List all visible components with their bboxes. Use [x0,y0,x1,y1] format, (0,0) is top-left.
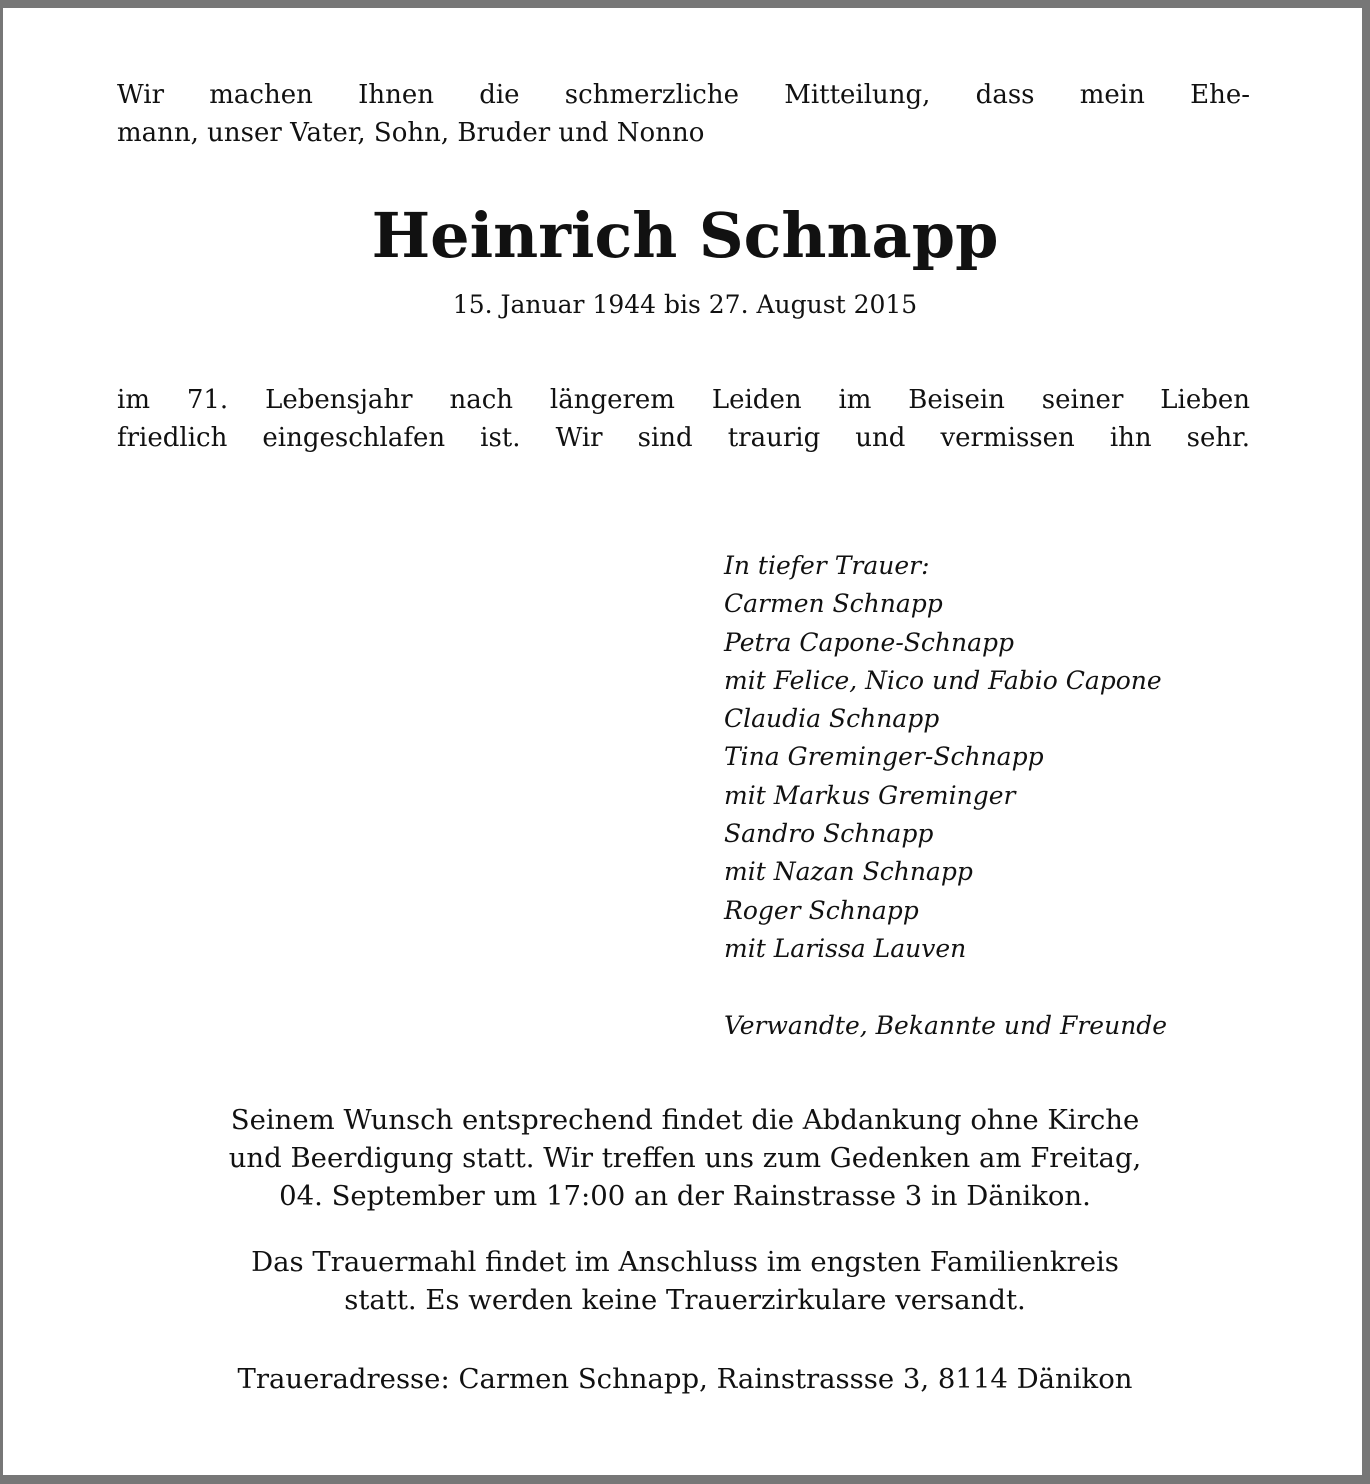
passing-line: im 71. Lebensjahr nach längerem Leiden im Beisein seiner Lieben [117,385,1250,415]
mourner-name: mit Markus Greminger [724,780,1016,810]
mourners-closing: Verwandte, Bekannte und Freunde [724,1011,1168,1040]
deceased-name: Heinrich Schnapp [371,199,999,272]
mourner-name: Roger Schnapp [724,895,919,925]
mourner-name: Sandro Schnapp [724,819,934,849]
ceremony-line: 04. September um 17:00 an der Rainstrasse 3 in Dänikon. [279,1180,1091,1212]
ceremony-line: Seinem Wunsch entsprechend findet die Abdankung ohne Kirche [230,1104,1140,1136]
intro-paragraph [117,76,1250,152]
mourning-address: Traueradresse: Carmen Schnapp, Rainstrassse 3, 8114 Dänikon [237,1363,1133,1395]
mourner-name: Carmen Schnapp [724,589,943,619]
meal-line: statt. Es werden keine Trauerzirkulare versandt. [344,1284,1026,1316]
mourner-name: mit Felice, Nico und Fabio Capone [724,665,1162,695]
ceremony-paragraph [0,1101,1370,1215]
mourner-name: mit Nazan Schnapp [724,857,973,887]
passing-line: friedlich eingeschlafen ist. Wir sind traurig und vermissen ihn sehr. [117,423,1250,453]
passing-paragraph [117,381,1250,457]
mourner-name: Tina Greminger-Schnapp [724,742,1044,772]
mourner-name: Petra Capone-Schnapp [724,627,1015,657]
meal-line: Das Trauermahl findet im Anschluss im engsten Familienkreis [251,1246,1119,1278]
ceremony-line: und Beerdigung statt. Wir treffen uns zum Gedenken am Freitag, [228,1142,1142,1174]
mourners-list [724,547,1162,968]
meal-paragraph [0,1243,1370,1319]
mourner-name: mit Larissa Lauven [724,933,967,963]
intro-line: mann, unser Vater, Sohn, Bruder und Nonno [117,118,705,148]
life-dates: 15. Januar 1944 bis 27. August 2015 [452,290,918,319]
mourner-name: Claudia Schnapp [724,704,940,734]
intro-line: Wir machen Ihnen die schmerzliche Mitteilung, dass mein Ehe- [117,80,1250,110]
mourners-heading: In tiefer Trauer: [724,551,930,580]
